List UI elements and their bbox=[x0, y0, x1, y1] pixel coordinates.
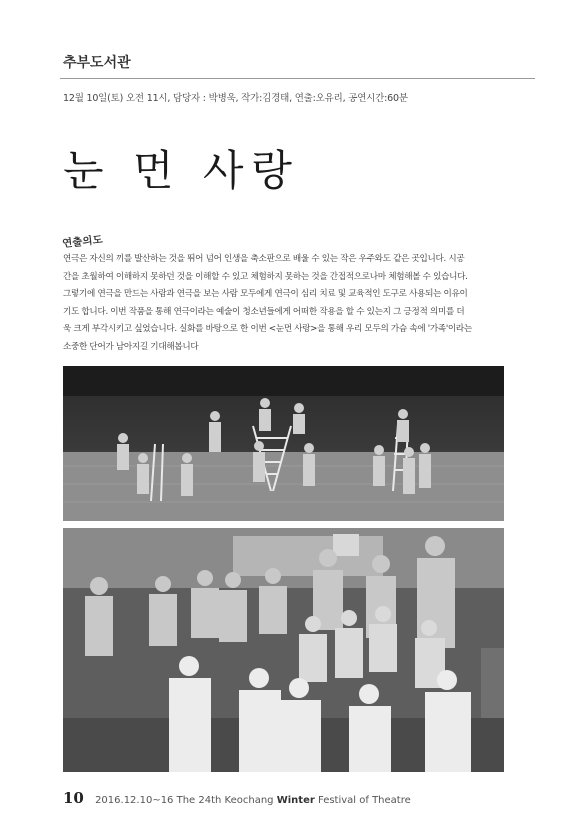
body-line: 연극은 자신의 끼를 발산하는 것을 뛰어 넘어 인생을 축소판으로 배울 수 있는 작은 우주와도 같은 곳입니다. 시공 bbox=[63, 254, 465, 264]
festival-name-suffix: Festival of Theatre bbox=[317, 795, 411, 806]
body-text bbox=[63, 251, 508, 357]
header-divider bbox=[60, 78, 535, 79]
page-footer bbox=[63, 789, 411, 807]
page-title: 눈 먼 사랑 bbox=[63, 146, 300, 195]
body-line: 소중한 단어가 남아지길 기대해봅니다 bbox=[63, 341, 199, 352]
body-line: 간을 초월하여 이해하지 못하던 것을 이해할 수 있고 체험하지 못하는 것을 간접적으로나마 체험해볼 수 있습니다. bbox=[63, 271, 468, 282]
stage-performance-photo bbox=[63, 366, 504, 521]
cast-group-photo bbox=[63, 528, 504, 772]
section-label: 연출의도 bbox=[61, 233, 104, 251]
festival-name-highlight: Winter bbox=[276, 795, 315, 806]
performance-info: 12월 10일(토) 오전 11시, 담당자 : 박병욱, 작가:김경태, 연출:오유리, 공연시간:60분 bbox=[63, 93, 408, 104]
body-line: 그렇기에 연극을 만드는 사람과 연극을 보는 사람 모두에게 연극이 심리 치료 및 교육적인 도구로 사용되는 이유이 bbox=[63, 289, 468, 300]
body-line: 욱 크게 부각시키고 싶었습니다. 실화를 바탕으로 한 이번 <눈먼 사랑>을 통해 우리 모두의 가슴 속에 '가족'이라는 bbox=[63, 324, 472, 335]
body-line: 기도 합니다. 이번 작품을 통해 연극이라는 예술이 청소년들에게 어떠한 작용을 할 수 있는지 그 긍정적 의미를 더 bbox=[63, 306, 465, 317]
venue-name: 추부도서관 bbox=[63, 55, 131, 71]
festival-dates: 2016.12.10~16 bbox=[95, 795, 174, 806]
page-number: 10 bbox=[63, 789, 84, 807]
festival-name-prefix: The 24th Keochang bbox=[176, 795, 274, 806]
